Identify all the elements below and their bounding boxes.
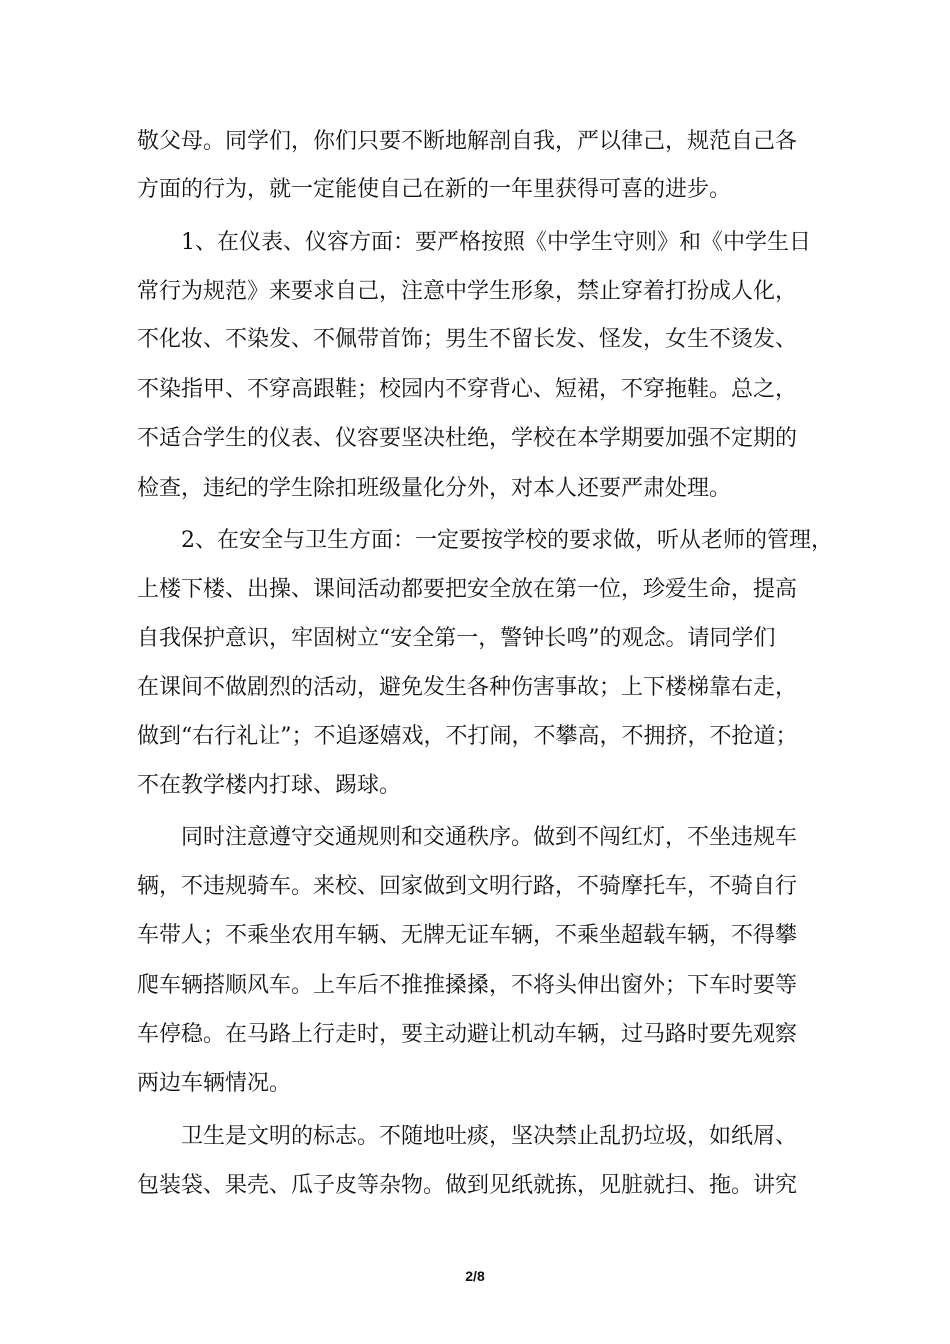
text-line: 1、在仪表、仪容方面：要严格按照《中学生守则》和《中学生日 <box>137 230 811 255</box>
text-line: 在课间不做剧烈的活动，避免发生各种伤害事故；上下楼梯靠右走， <box>137 675 798 700</box>
text-line: 不适合学生的仪表、仪容要坚决杜绝，学校在本学期要加强不定期的 <box>137 426 798 451</box>
text-line: 辆，不违规骑车。来校、回家做到文明行路，不骑摩托车，不骑自行 <box>137 874 798 899</box>
text-line: 检查，违纪的学生除扣班级量化分外，对本人还要严肃处理。 <box>137 476 732 501</box>
text-line: 同时注意遵守交通规则和交通秩序。做到不闯红灯，不坐违规车 <box>137 825 798 850</box>
text-line: 不染指甲、不穿高跟鞋；校园内不穿背心、短裙，不穿拖鞋。总之， <box>137 377 798 402</box>
page-number: 2/8 <box>465 1268 485 1284</box>
text-line: 不化妆、不染发、不佩带首饰；男生不留长发、怪发，女生不烫发、 <box>137 327 798 352</box>
text-line: 车停稳。在马路上行走时，要主动避让机动车辆，过马路时要先观察 <box>137 1022 798 1047</box>
text-line: 上楼下楼、出操、课间活动都要把安全放在第一位，珍爱生命，提高 <box>137 577 798 602</box>
text-line: 两边车辆情况。 <box>137 1071 292 1096</box>
text-line: 方面的行为，就一定能使自己在新的一年里获得可喜的进步。 <box>137 177 732 202</box>
text-line: 常行为规范》来要求自己，注意中学生形象，禁止穿着打扮成人化， <box>137 279 798 304</box>
text-line: 自我保护意识，牢固树立“安全第一，警钟长鸣”的观念。请同学们 <box>137 626 776 651</box>
text-line: 爬车辆搭顺风车。上车后不推推搡搡，不将头伸出窗外；下车时要等 <box>137 973 798 998</box>
text-line: 做到“右行礼让”；不追逐嬉戏，不打闹，不攀高，不拥挤，不抢道； <box>137 724 798 749</box>
text-line: 敬父母。同学们，你们只要不断地解剖自我，严以律己，规范自己各 <box>137 129 798 154</box>
text-line: 卫生是文明的标志。不随地吐痰，坚决禁止乱扔垃圾，如纸屑、 <box>137 1124 798 1149</box>
text-line: 车带人；不乘坐农用车辆、无牌无证车辆，不乘坐超载车辆，不得攀 <box>137 923 798 948</box>
text-line: 不在教学楼内打球、踢球。 <box>137 773 402 798</box>
text-line: 包装袋、果壳、瓜子皮等杂物。做到见纸就拣，见脏就扫、拖。讲究 <box>137 1173 798 1198</box>
text-line: 2、在安全与卫生方面：一定要按学校的要求做，听从老师的管理， <box>137 528 833 553</box>
